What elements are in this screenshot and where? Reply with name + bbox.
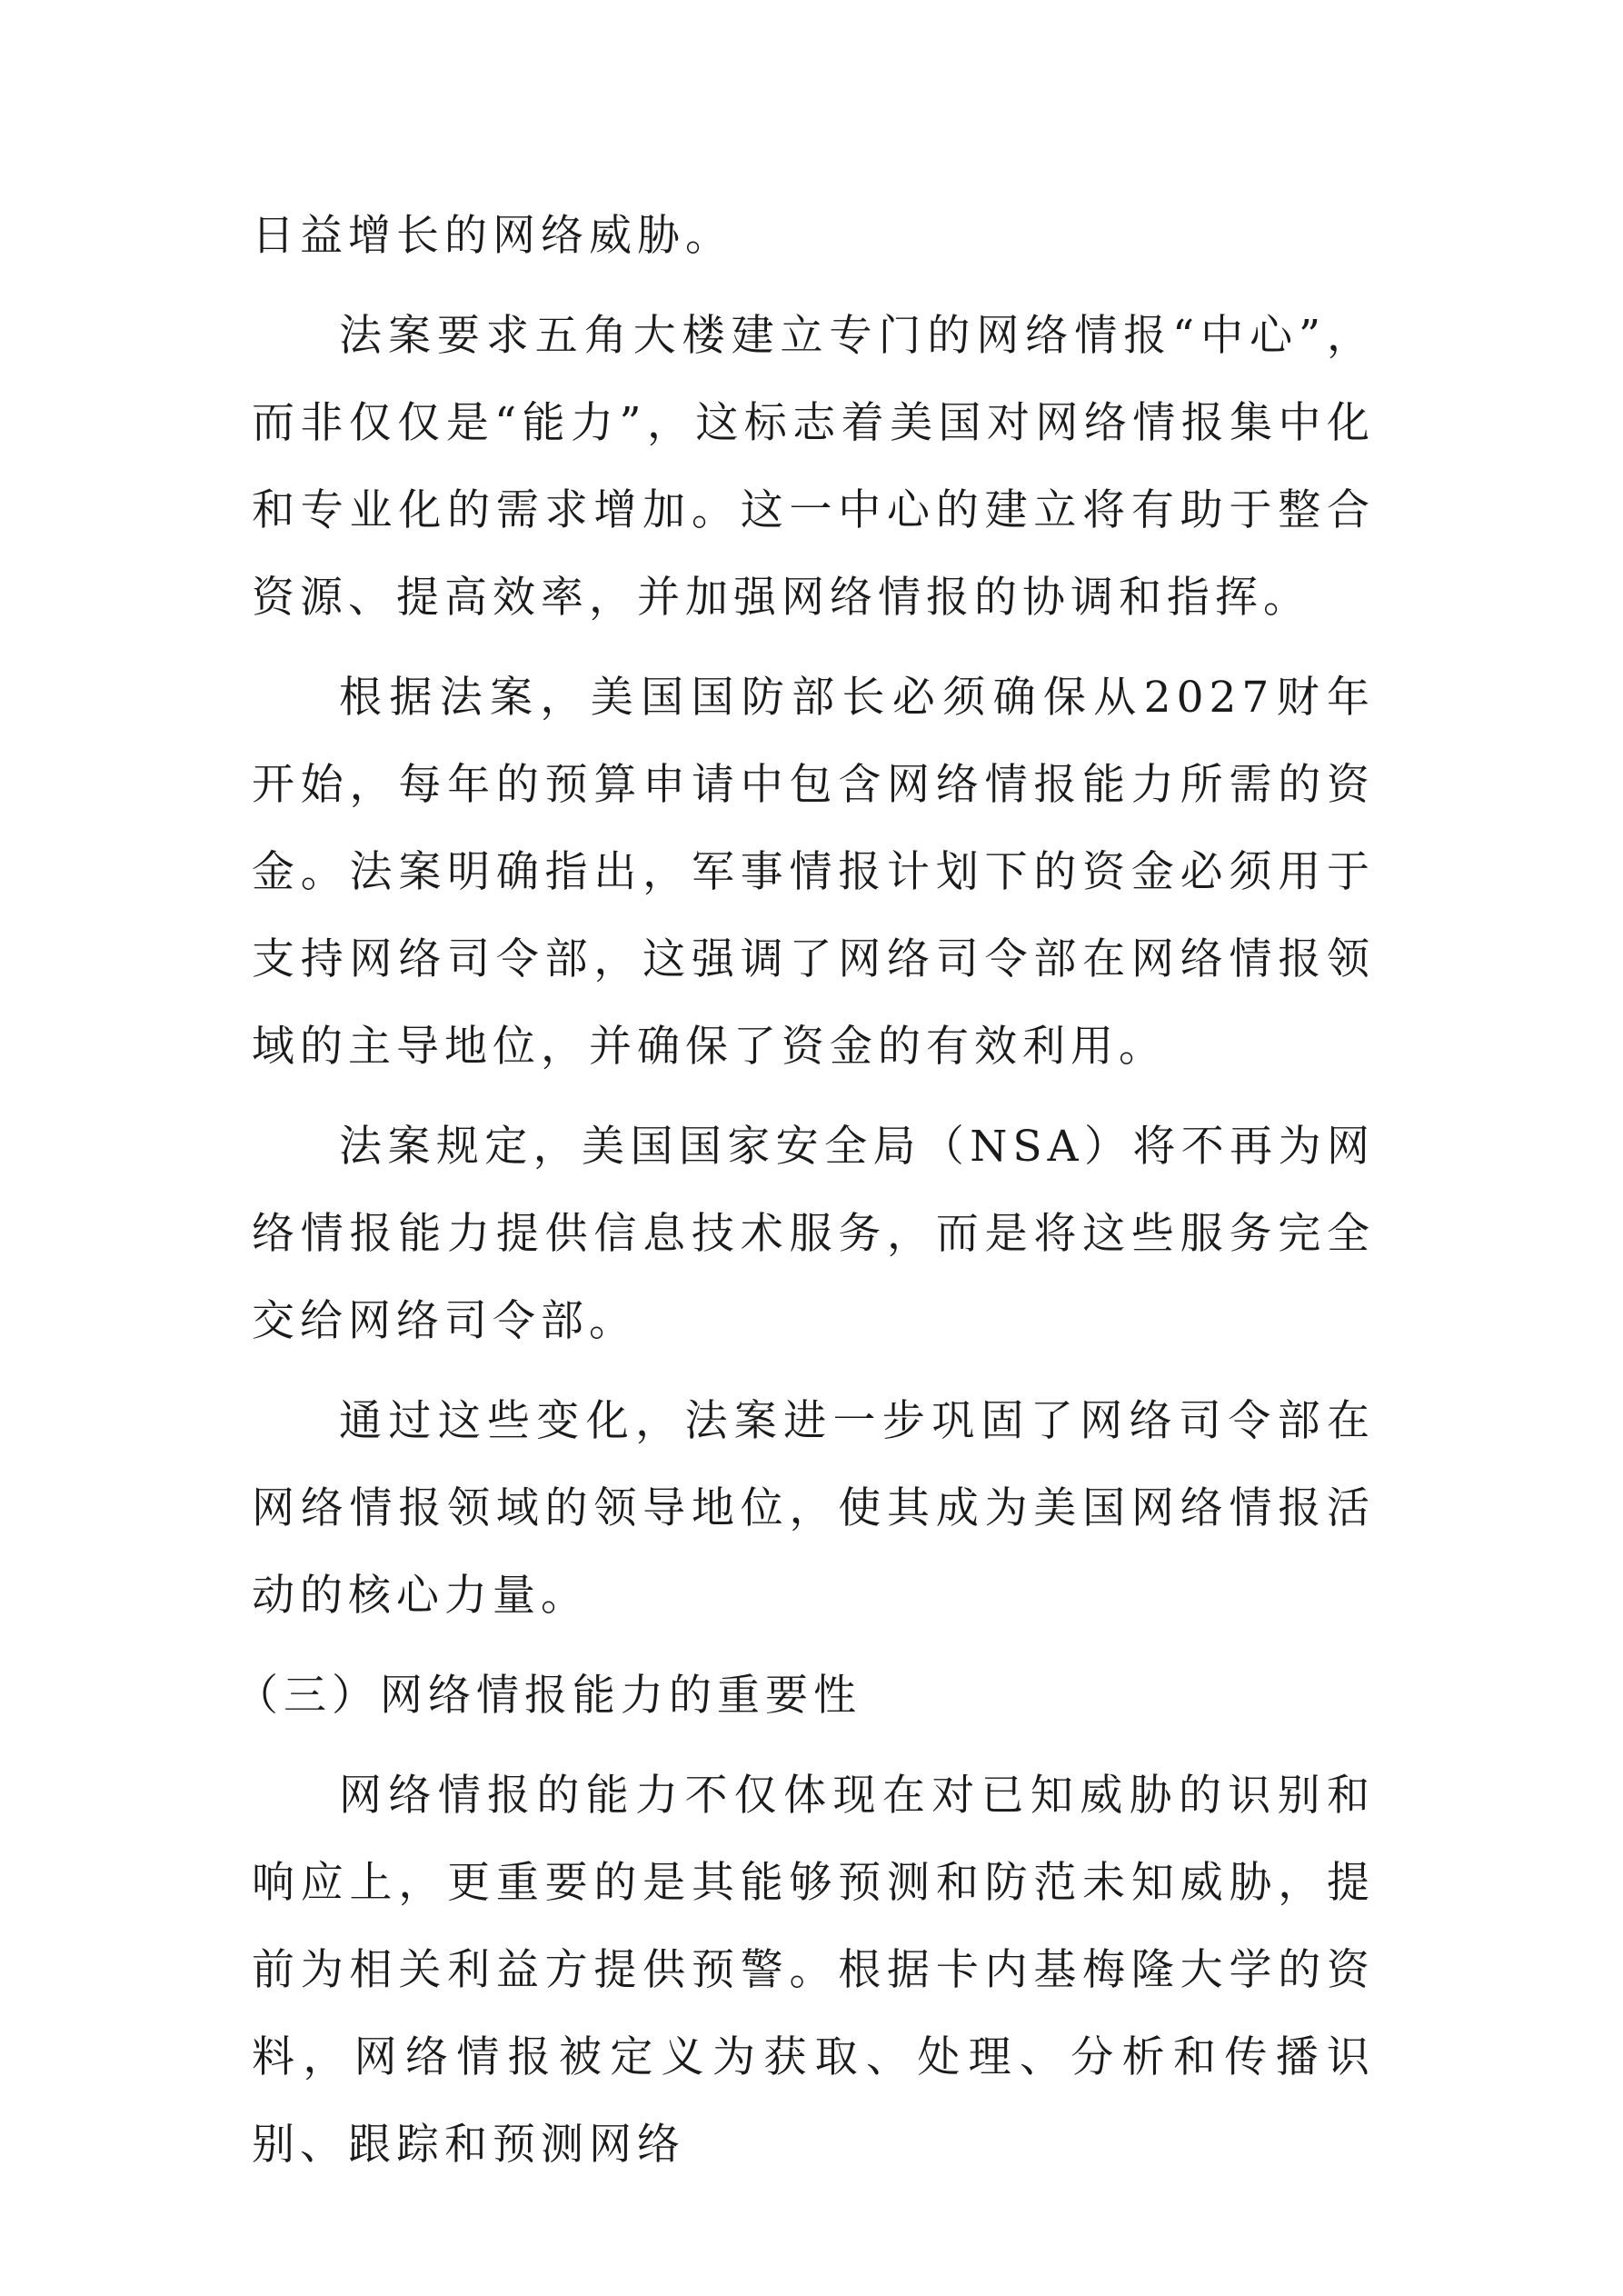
paragraph-importance: 网络情报的能力不仅体现在对已知威胁的识别和响应上，更重要的是其能够预测和防范未知威胁，提前为相关利益方提供预警。根据卡内基梅隆大学的资料，网络情报被定义为获取、处理、分析和传播识别、跟踪和预测网络 <box>252 1771 1375 2170</box>
document-body <box>235 193 1375 2201</box>
paragraph-nsa: 法案规定，美国国家安全局（NSA）将不再为网络情报能力提供信息技术服务，而是将这些服务完全交给网络司令部。 <box>252 1122 1375 1346</box>
section-heading: （三）网络情报能力的重要性 <box>235 1671 861 1721</box>
paragraph-budget: 根据法案，美国国防部长必须确保从2027财年开始，每年的预算申请中包含网络情报能力所需的资金。法案明确指出，军事情报计划下的资金必须用于支持网络司令部，这强调了网络司令部在网络情报领域的主导地位，并确保了资金的有效利用。 <box>252 673 1375 1072</box>
paragraph-cyber-center: 法案要求五角大楼建立专门的网络情报“中心”，而非仅仅是“能力”，这标志着美国对网络情报集中化和专业化的需求增加。这一中心的建立将有助于整合资源、提高效率，并加强网络情报的协调和指挥。 <box>252 311 1375 623</box>
paragraph-continuation: 日益增长的网络威胁。 <box>252 211 733 261</box>
paragraph-leadership: 通过这些变化，法案进一步巩固了网络司令部在网络情报领域的领导地位，使其成为美国网络情报活动的核心力量。 <box>252 1396 1375 1621</box>
